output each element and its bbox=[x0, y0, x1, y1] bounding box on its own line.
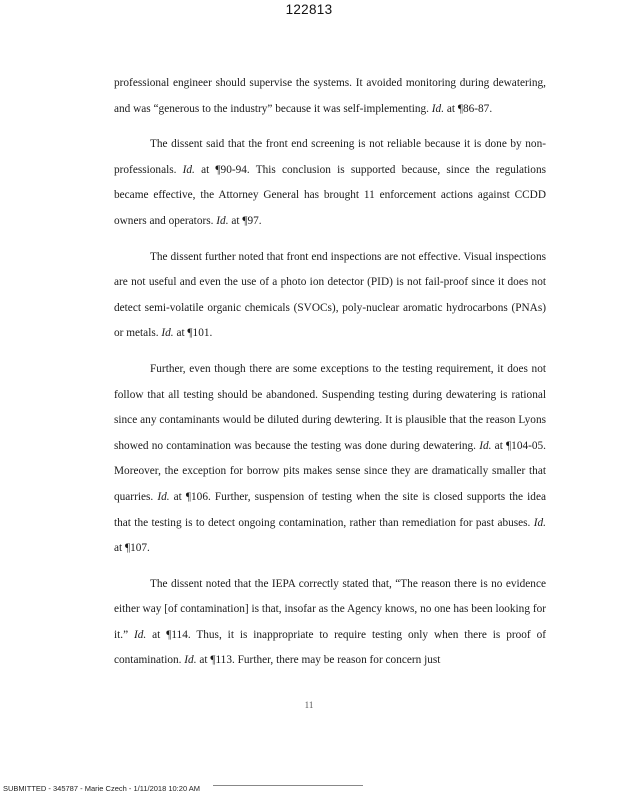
citation-id: Id. bbox=[161, 327, 174, 340]
text-segment: The dissent further noted that front end inspections are not effective. Visual inspections are not useful and even the use of a photo ion detector (PID) is not fail-proof since it does not detect semi-volatile organic chemicals (SVOCs), poly-nuclear aromatic hydrocarbons (PNAs) or metals. bbox=[114, 250, 546, 340]
submission-stamp: SUBMITTED - 345787 - Marie Czech - 1/11/2018 10:20 AM bbox=[3, 784, 201, 793]
text-segment: at ¶86-87. bbox=[444, 102, 493, 115]
citation-id: Id. bbox=[182, 163, 195, 176]
citation-id: Id. bbox=[157, 490, 170, 503]
page-number: 11 bbox=[304, 700, 314, 710]
citation-id: Id. bbox=[216, 214, 229, 227]
paragraph-2 bbox=[114, 132, 546, 234]
citation-id: Id. bbox=[184, 654, 197, 667]
citation-id: Id. bbox=[533, 516, 546, 529]
paragraph-5 bbox=[114, 572, 546, 674]
text-segment: at ¶97. bbox=[228, 214, 262, 227]
footer-divider bbox=[213, 785, 363, 786]
text-segment: The dissent noted that the IEPA correctly stated that, “The reason there is no evidence either way [of contamination] is that, insofar as the Agency knows, no one has been looking for it.” bbox=[114, 577, 546, 641]
text-segment: at ¶104-05. Moreover, the exception for borrow pits makes sense since they are dramatically smaller that quarries. bbox=[114, 439, 547, 503]
body-text bbox=[114, 71, 546, 684]
text-segment: at ¶107. bbox=[114, 542, 150, 555]
text-segment: at ¶90-94. This conclusion is supported because, since the regulations became effective, the Attorney General has brought 11 enforcement actions against CCDD owners and operators. bbox=[114, 163, 547, 227]
paragraph-4 bbox=[114, 357, 546, 562]
citation-id: Id. bbox=[479, 439, 492, 452]
text-segment: at ¶106. Further, suspension of testing when the site is closed supports the idea that the testing is to detect ongoing contamination, rather than remediation for past abuses. bbox=[114, 490, 546, 529]
text-segment: The dissent said that the front end screening is not reliable because it is done by non-professionals. bbox=[114, 138, 546, 176]
document-id: 122813 bbox=[285, 2, 333, 17]
text-segment: Further, even though there are some exceptions to the testing requirement, it does not follow that all testing should be abandoned. Suspending testing during dewatering is rational since any contaminants would be diluted during dewtering. It is plausible that the reason Lyons showed no contamination was because the testing was done during dewatering. bbox=[114, 362, 546, 452]
text-segment: professional engineer should supervise the systems. It avoided monitoring during dewatering, and was “generous to the industry” because it was self-implementing. bbox=[114, 77, 546, 115]
citation-id: Id. bbox=[134, 628, 147, 641]
text-segment: at ¶113. Further, there may be reason for concern just bbox=[196, 654, 441, 667]
text-segment: at ¶101. bbox=[173, 327, 213, 340]
paragraph-1 bbox=[114, 71, 546, 122]
paragraph-3 bbox=[114, 245, 546, 347]
citation-id: Id. bbox=[431, 102, 445, 115]
text-segment: at ¶114. Thus, it is inappropriate to require testing only when there is proof of contamination. bbox=[114, 628, 546, 667]
